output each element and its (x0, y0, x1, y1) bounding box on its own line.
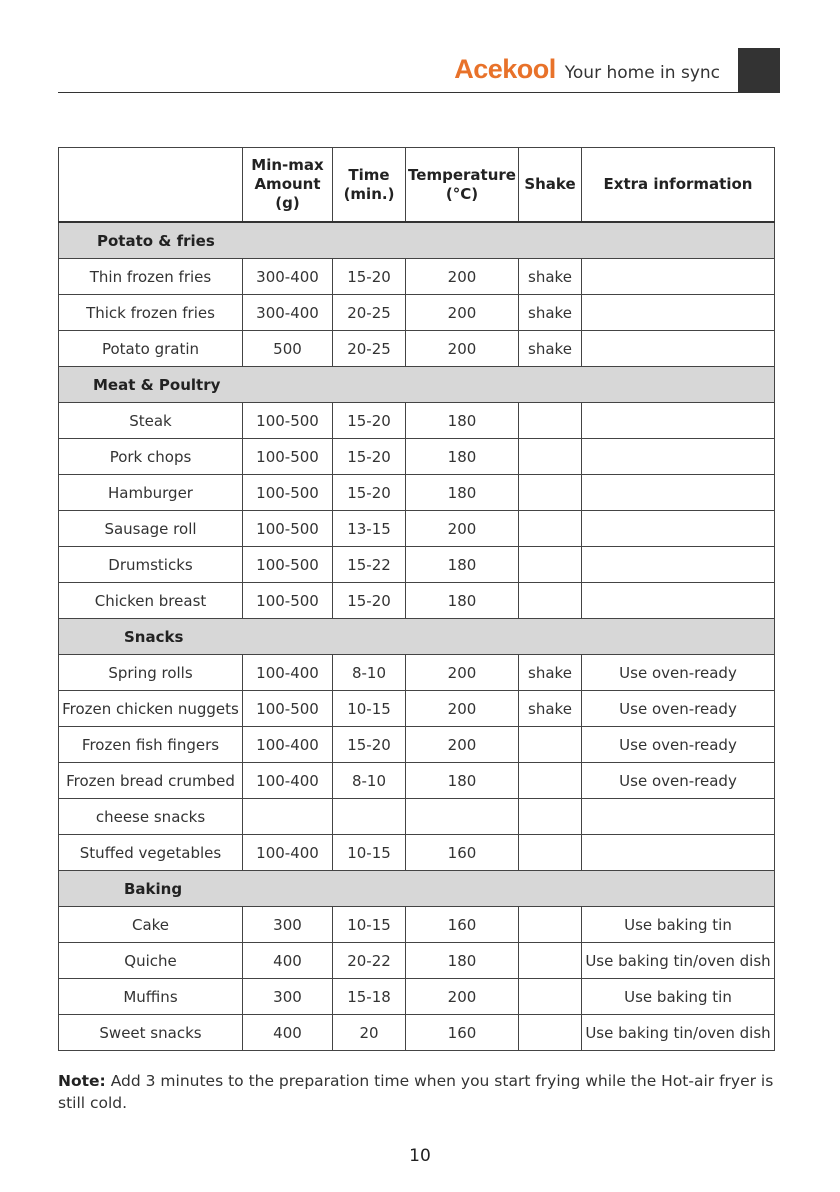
cell-amount: 300-400 (243, 295, 333, 331)
cell-time (333, 799, 406, 835)
section-row (59, 619, 775, 655)
cell-amount: 100-500 (243, 475, 333, 511)
cell-time: 20-25 (333, 331, 406, 367)
cell-time: 15-20 (333, 727, 406, 763)
cell-amount: 100-400 (243, 763, 333, 799)
cell-extra-information (582, 835, 775, 871)
cell-extra-information (582, 331, 775, 367)
cell-temperature: 200 (406, 979, 519, 1015)
cell-extra-information (582, 583, 775, 619)
cell-food: Potato gratin (59, 331, 243, 367)
cell-shake (519, 763, 582, 799)
cell-food: Drumsticks (59, 547, 243, 583)
cell-shake (519, 907, 582, 943)
table-row (59, 691, 775, 727)
table-row (59, 835, 775, 871)
cell-temperature: 180 (406, 583, 519, 619)
cell-food: cheese snacks (59, 799, 243, 835)
cell-shake (519, 511, 582, 547)
cell-temperature: 200 (406, 691, 519, 727)
cell-food: Thick frozen fries (59, 295, 243, 331)
cell-amount: 100-500 (243, 583, 333, 619)
cell-amount: 300 (243, 979, 333, 1015)
cell-time: 20-22 (333, 943, 406, 979)
cell-shake: shake (519, 331, 582, 367)
table-row (59, 583, 775, 619)
cell-food: Sweet snacks (59, 1015, 243, 1051)
cell-food: Chicken breast (59, 583, 243, 619)
brand-tagline: Your home in sync (564, 63, 720, 83)
cell-food: Steak (59, 403, 243, 439)
cell-time: 15-20 (333, 259, 406, 295)
section-row (59, 871, 775, 907)
cell-extra-information (582, 799, 775, 835)
cell-time: 10-15 (333, 907, 406, 943)
cell-time: 15-20 (333, 403, 406, 439)
table-row (59, 763, 775, 799)
cell-extra-information: Use oven-ready (582, 691, 775, 727)
cell-amount: 300 (243, 907, 333, 943)
cell-extra-information: Use baking tin (582, 907, 775, 943)
cell-temperature: 180 (406, 547, 519, 583)
cell-time: 15-18 (333, 979, 406, 1015)
table-row (59, 799, 775, 835)
cell-time: 15-20 (333, 583, 406, 619)
note-text: Add 3 minutes to the preparation time when you start frying while the Hot-air fryer is still cold. (58, 1072, 774, 1112)
table-row (59, 655, 775, 691)
cell-amount: 100-400 (243, 655, 333, 691)
cell-shake (519, 1015, 582, 1051)
cell-extra-information: Use oven-ready (582, 763, 775, 799)
cell-time: 10-15 (333, 691, 406, 727)
cell-food: Frozen chicken nuggets (59, 691, 243, 727)
section-cell (59, 871, 775, 907)
section-cell (59, 222, 775, 259)
cell-temperature: 200 (406, 331, 519, 367)
cell-temperature: 160 (406, 1015, 519, 1051)
header-amount: Min-max Amount (g) (243, 148, 333, 223)
cooking-table (58, 147, 775, 1051)
cell-temperature: 180 (406, 439, 519, 475)
cell-shake (519, 475, 582, 511)
cell-shake (519, 835, 582, 871)
table-row (59, 511, 775, 547)
cell-extra-information (582, 547, 775, 583)
cell-food: Muffins (59, 979, 243, 1015)
table-row (59, 331, 775, 367)
cell-extra-information (582, 439, 775, 475)
header-temperature: Temperature (°C) (406, 148, 519, 223)
section-title: Snacks (124, 627, 184, 646)
cell-temperature: 180 (406, 943, 519, 979)
acekool-logo: Acekool (454, 54, 556, 84)
cell-food: Frozen bread crumbed (59, 763, 243, 799)
cell-extra-information (582, 259, 775, 295)
cell-shake (519, 547, 582, 583)
cell-time: 8-10 (333, 655, 406, 691)
cell-extra-information (582, 295, 775, 331)
section-row (59, 367, 775, 403)
cell-shake: shake (519, 259, 582, 295)
section-title: Meat & Poultry (93, 375, 221, 394)
cell-amount: 100-400 (243, 727, 333, 763)
table-row (59, 295, 775, 331)
header-corner-block (738, 48, 780, 92)
cell-amount: 100-500 (243, 511, 333, 547)
cell-amount (243, 799, 333, 835)
cell-temperature: 180 (406, 403, 519, 439)
cell-temperature: 200 (406, 727, 519, 763)
cell-food: Hamburger (59, 475, 243, 511)
cell-shake: shake (519, 295, 582, 331)
section-cell (59, 367, 775, 403)
page-number: 10 (409, 1146, 431, 1166)
cell-time: 15-22 (333, 547, 406, 583)
table-row (59, 943, 775, 979)
cell-food: Pork chops (59, 439, 243, 475)
table-row (59, 979, 775, 1015)
cell-extra-information: Use oven-ready (582, 727, 775, 763)
cell-amount: 100-500 (243, 691, 333, 727)
table-row (59, 1015, 775, 1051)
cell-shake (519, 439, 582, 475)
cell-food: Sausage roll (59, 511, 243, 547)
cell-extra-information: Use baking tin/oven dish (582, 1015, 775, 1051)
cell-shake (519, 979, 582, 1015)
cell-temperature: 200 (406, 295, 519, 331)
table-row (59, 439, 775, 475)
cell-amount: 400 (243, 1015, 333, 1051)
cell-time: 13-15 (333, 511, 406, 547)
note-label: Note: (58, 1072, 106, 1090)
cell-time: 20-25 (333, 295, 406, 331)
page-header (58, 48, 780, 93)
cell-time: 15-20 (333, 439, 406, 475)
cell-amount: 300-400 (243, 259, 333, 295)
table-row (59, 907, 775, 943)
cell-amount: 500 (243, 331, 333, 367)
table-body (59, 222, 775, 1051)
cell-food: Cake (59, 907, 243, 943)
cell-extra-information (582, 475, 775, 511)
cell-temperature (406, 799, 519, 835)
cell-extra-information (582, 403, 775, 439)
cell-extra-information: Use baking tin (582, 979, 775, 1015)
section-title: Baking (124, 879, 183, 898)
cell-amount: 100-500 (243, 547, 333, 583)
cell-time: 15-20 (333, 475, 406, 511)
header-extra-information: Extra information (582, 148, 775, 223)
cell-shake (519, 583, 582, 619)
cell-temperature: 160 (406, 907, 519, 943)
brand (454, 54, 720, 85)
cell-amount: 100-500 (243, 439, 333, 475)
cell-shake (519, 403, 582, 439)
cell-amount: 100-500 (243, 403, 333, 439)
cell-temperature: 160 (406, 835, 519, 871)
cell-temperature: 180 (406, 475, 519, 511)
section-row (59, 222, 775, 259)
cell-amount: 100-400 (243, 835, 333, 871)
table-row (59, 727, 775, 763)
cell-shake: shake (519, 655, 582, 691)
cell-extra-information: Use baking tin/oven dish (582, 943, 775, 979)
cell-food: Spring rolls (59, 655, 243, 691)
cell-shake: shake (519, 691, 582, 727)
cell-food: Quiche (59, 943, 243, 979)
note (58, 1070, 778, 1114)
cell-temperature: 200 (406, 511, 519, 547)
cell-temperature: 200 (406, 655, 519, 691)
cell-shake (519, 943, 582, 979)
section-title: Potato & fries (97, 231, 215, 250)
cell-time: 20 (333, 1015, 406, 1051)
cell-food: Frozen fish fingers (59, 727, 243, 763)
header-food (59, 148, 243, 223)
cell-extra-information (582, 511, 775, 547)
table-row (59, 259, 775, 295)
cell-shake (519, 727, 582, 763)
cell-time: 10-15 (333, 835, 406, 871)
table-row (59, 403, 775, 439)
table-row (59, 547, 775, 583)
table-row (59, 475, 775, 511)
cell-time: 8-10 (333, 763, 406, 799)
cell-shake (519, 799, 582, 835)
section-cell (59, 619, 775, 655)
cell-food: Thin frozen fries (59, 259, 243, 295)
cell-amount: 400 (243, 943, 333, 979)
cell-food: Stuffed vegetables (59, 835, 243, 871)
table-header-row (59, 148, 775, 223)
cell-temperature: 200 (406, 259, 519, 295)
cell-temperature: 180 (406, 763, 519, 799)
cell-extra-information: Use oven-ready (582, 655, 775, 691)
header-shake: Shake (519, 148, 582, 223)
header-time: Time (min.) (333, 148, 406, 223)
